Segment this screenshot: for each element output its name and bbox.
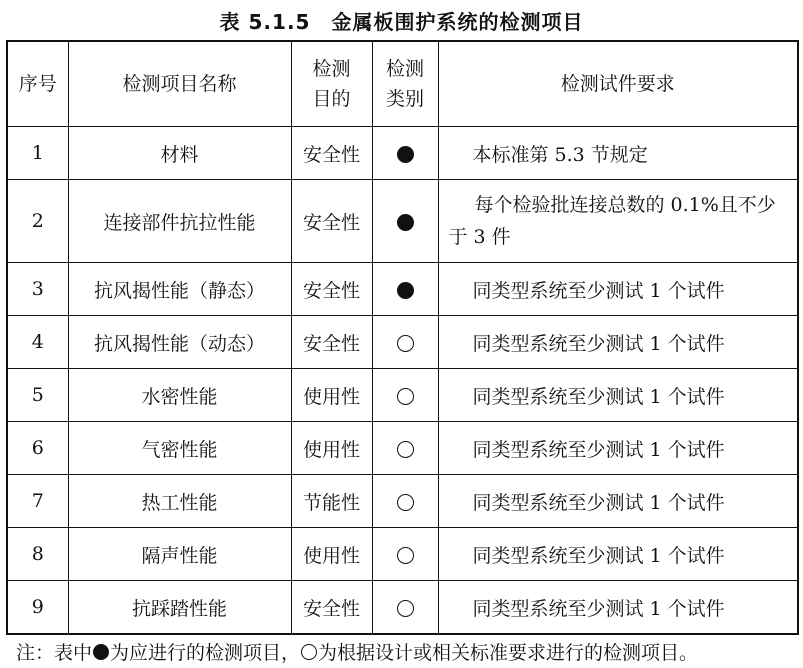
hollow-circle-icon	[397, 388, 414, 405]
cell-purpose: 安全性	[291, 127, 372, 180]
cell-name: 抗风揭性能（静态）	[68, 263, 291, 316]
cell-category	[372, 369, 438, 422]
cell-purpose: 安全性	[291, 581, 372, 635]
cell-requirement: 同类型系统至少测试 1 个试件	[438, 422, 798, 475]
table-row	[7, 369, 798, 422]
table-row	[7, 127, 798, 180]
header-category-line2: 类别	[385, 88, 424, 110]
table-row	[7, 180, 798, 263]
cell-category	[372, 316, 438, 369]
cell-seq: 5	[7, 369, 68, 422]
cell-seq: 6	[7, 422, 68, 475]
header-category-line1: 检测	[385, 58, 424, 80]
note-prefix: 注：表中	[16, 642, 93, 664]
table-row	[7, 316, 798, 369]
table-row	[7, 263, 798, 316]
cell-seq: 1	[7, 127, 68, 180]
header-purpose-line1: 检测	[312, 58, 351, 80]
cell-category	[372, 475, 438, 528]
header-requirement: 检测试件要求	[438, 41, 798, 127]
requirement-text: 每个检验批连接总数的 0.1%且不少于 3 件	[448, 194, 776, 248]
cell-seq: 3	[7, 263, 68, 316]
hollow-circle-icon	[397, 600, 414, 617]
cell-requirement: 同类型系统至少测试 1 个试件	[438, 528, 798, 581]
hollow-circle-icon	[301, 644, 317, 660]
cell-purpose: 节能性	[291, 475, 372, 528]
table-row	[7, 422, 798, 475]
hollow-circle-icon	[397, 441, 414, 458]
cell-name: 抗踩踏性能	[68, 581, 291, 635]
cell-category	[372, 127, 438, 180]
cell-purpose: 安全性	[291, 316, 372, 369]
header-purpose	[291, 41, 372, 127]
header-name: 检测项目名称	[68, 41, 291, 127]
cell-purpose: 使用性	[291, 422, 372, 475]
filled-circle-icon	[397, 146, 414, 163]
cell-purpose: 使用性	[291, 528, 372, 581]
table-row	[7, 528, 798, 581]
filled-circle-icon	[93, 644, 109, 660]
header-purpose-line2: 目的	[312, 88, 351, 110]
hollow-circle-icon	[397, 547, 414, 564]
table-row	[7, 475, 798, 528]
hollow-circle-icon	[397, 335, 414, 352]
table-note	[16, 638, 698, 665]
cell-requirement	[438, 180, 798, 263]
cell-purpose: 安全性	[291, 263, 372, 316]
cell-name: 热工性能	[68, 475, 291, 528]
cell-requirement: 同类型系统至少测试 1 个试件	[438, 475, 798, 528]
cell-seq: 7	[7, 475, 68, 528]
cell-name: 水密性能	[68, 369, 291, 422]
cell-purpose: 使用性	[291, 369, 372, 422]
filled-circle-icon	[397, 214, 414, 231]
header-seq: 序号	[7, 41, 68, 127]
note-middle: 为应进行的检测项目，	[110, 642, 301, 664]
cell-requirement: 同类型系统至少测试 1 个试件	[438, 369, 798, 422]
header-category	[372, 41, 438, 127]
cell-seq: 4	[7, 316, 68, 369]
cell-name: 气密性能	[68, 422, 291, 475]
cell-requirement: 本标准第 5.3 节规定	[438, 127, 798, 180]
cell-category	[372, 581, 438, 635]
table-title: 表 5.1.5 金属板围护系统的检测项目	[219, 10, 584, 34]
cell-name: 连接部件抗拉性能	[68, 180, 291, 263]
cell-requirement: 同类型系统至少测试 1 个试件	[438, 263, 798, 316]
cell-seq: 8	[7, 528, 68, 581]
filled-circle-icon	[397, 282, 414, 299]
cell-requirement: 同类型系统至少测试 1 个试件	[438, 316, 798, 369]
cell-requirement: 同类型系统至少测试 1 个试件	[438, 581, 798, 635]
note-suffix: 为根据设计或相关标准要求进行的检测项目。	[318, 642, 699, 664]
cell-category	[372, 180, 438, 263]
cell-seq: 2	[7, 180, 68, 263]
cell-category	[372, 528, 438, 581]
table-header-row	[7, 41, 798, 127]
table-row	[7, 581, 798, 635]
cell-category	[372, 263, 438, 316]
cell-name: 隔声性能	[68, 528, 291, 581]
cell-name: 抗风揭性能（动态）	[68, 316, 291, 369]
cell-seq: 9	[7, 581, 68, 635]
cell-purpose: 安全性	[291, 180, 372, 263]
inspection-items-table	[6, 40, 799, 635]
hollow-circle-icon	[397, 494, 414, 511]
cell-name: 材料	[68, 127, 291, 180]
cell-category	[372, 422, 438, 475]
